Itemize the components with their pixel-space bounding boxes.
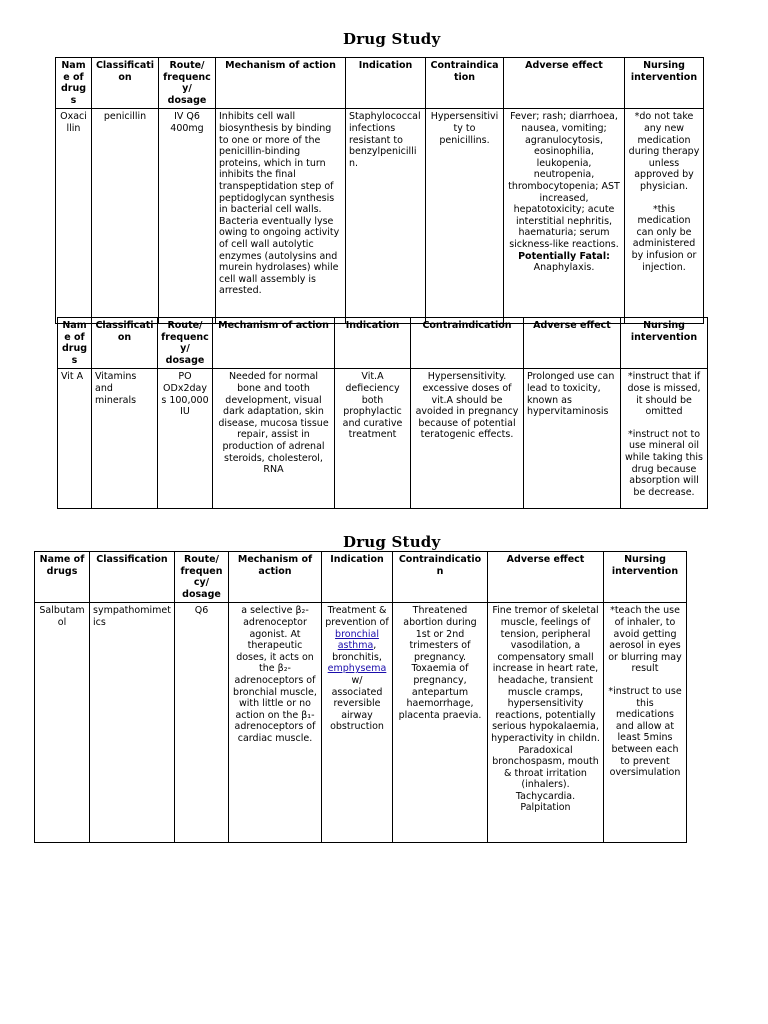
drug-adverse-effect: Fine tremor of skeletal muscle, feelings of tension, peripheral vasodilation, a compensatory small increase in heart rate, headache, transient muscle cramps, hypersensitivity reactions, potentially serious hypokalaemia, hyperactivity in childn. Paradoxical bronchospasm, mouth & throat irritation (inhalers). Tachycardia. Palpitation <box>488 603 604 843</box>
nursing-note-2: *instruct to use this medications and allow at least 5mins between each to prevent oversimulation <box>608 685 682 779</box>
header-indication: Indication <box>322 552 393 603</box>
indication-text-post: w/ associated reversible airway obstruction <box>330 674 384 733</box>
header-adverse-effect: Adverse effect <box>504 58 625 109</box>
header-mechanism: Mechanism of action <box>213 318 335 369</box>
drug-route: IV Q6 400mg <box>159 109 216 324</box>
header-mechanism: Mechanism of action <box>216 58 346 109</box>
header-route: Route/ frequency/ dosage <box>158 318 213 369</box>
bronchial-asthma-link[interactable]: bronchial asthma <box>335 628 379 652</box>
nursing-note-1: *instruct that if dose is missed, it should be omitted <box>627 371 701 418</box>
drug-route: PO ODx2days 100,000 IU <box>158 369 213 509</box>
drug-indication: Staphylococcal infections resistant to benzylpenicillin. <box>346 109 426 324</box>
drug-name: Vit A <box>58 369 92 509</box>
table-row <box>58 369 708 509</box>
drug-indication <box>322 603 393 843</box>
potentially-fatal-text: Anaphylaxis. <box>533 262 595 274</box>
header-contraindication: Contraindication <box>426 58 504 109</box>
header-contraindication: Contraindication <box>411 318 524 369</box>
drug-study-title: Drug Study <box>343 533 441 551</box>
drug-mechanism: a selective β₂-adrenoceptor agonist. At therapeutic doses, it acts on the β₂-adrenoceptors of bronchial muscle, with little or no action on the β₁-adrenoceptors of cardiac muscle. <box>229 603 322 843</box>
header-nursing-intervention: Nursing intervention <box>625 58 704 109</box>
header-classification: Classification <box>92 58 159 109</box>
table-row <box>35 603 687 843</box>
header-indication: Indication <box>346 58 426 109</box>
drug-contraindication: Hypersensitivity. excessive doses of vit.A should be avoided in pregnancy because of potential teratogenic effects. <box>411 369 524 509</box>
header-route: Route/ frequency/ dosage <box>159 58 216 109</box>
header-classification: Classification <box>92 318 158 369</box>
header-contraindication: Contraindication <box>393 552 488 603</box>
header-name: Name of drugs <box>58 318 92 369</box>
drug-contraindication: Threatened abortion during 1st or 2nd trimesters of pregnancy. Toxaemia of pregnancy, antepartum haemorrhage, placenta praevia. <box>393 603 488 843</box>
indication-text-mid: , bronchitis, <box>332 640 382 663</box>
drug-nursing-intervention <box>621 369 708 509</box>
drug-contraindication: Hypersensitivity to penicillins. <box>426 109 504 324</box>
header-mechanism: Mechanism of action <box>229 552 322 603</box>
drug-classification: Vitamins and minerals <box>92 369 158 509</box>
nursing-note-2: *instruct not to use mineral oil while taking this drug because absorption will be decrease. <box>624 428 704 498</box>
header-nursing-intervention: Nursing intervention <box>621 318 708 369</box>
drug-adverse-effect <box>504 109 625 324</box>
drug-nursing-intervention <box>625 109 704 324</box>
header-classification: Classification <box>90 552 175 603</box>
nursing-note-1: *do not take any new medication during therapy unless approved by physician. <box>628 111 700 192</box>
header-route: Route/ frequency/ dosage <box>175 552 229 603</box>
drug-name: Oxacillin <box>56 109 92 324</box>
drug-indication: Vit.A defieciency both prophylactic and curative treatment <box>335 369 411 509</box>
drug-mechanism: Needed for normal bone and tooth development, visual dark adaptation, skin disease, mucosa tissue repair, assist in production of adrenal steroids, cholesterol, RNA <box>213 369 335 509</box>
header-adverse-effect: Adverse effect <box>488 552 604 603</box>
drug-name: Salbutamol <box>35 603 90 843</box>
indication-text-pre: Treatment & prevention of <box>325 605 389 628</box>
drug-classification: penicillin <box>92 109 159 324</box>
nursing-note-2: *this medication can only be administered by infusion or injection. <box>631 203 697 273</box>
potentially-fatal-label: Potentially Fatal: <box>518 250 610 262</box>
adverse-effect-text: Fever; rash; diarrhoea, nausea, vomiting; agranulocytosis, eosinophilia, leukopenia, neutropenia, thrombocytopenia; AST increased, hepatotoxicity; acute interstitial nephritis, haematuria; serum sickness-like reactions. <box>508 111 620 250</box>
header-nursing-intervention: Nursing intervention <box>604 552 687 603</box>
header-indication: Indication <box>335 318 411 369</box>
header-name: Name of drugs <box>56 58 92 109</box>
header-name: Name of drugs <box>35 552 90 603</box>
drug-study-table-oxacillin <box>55 57 704 324</box>
drug-nursing-intervention <box>604 603 687 843</box>
table-row <box>56 109 704 324</box>
drug-route: Q6 <box>175 603 229 843</box>
drug-classification: sympathomimetics <box>90 603 175 843</box>
header-adverse-effect: Adverse effect <box>524 318 621 369</box>
drug-mechanism: Inhibits cell wall biosynthesis by binding to one or more of the penicillin-binding proteins, which in turn inhibits the final transpeptidation step of peptidoglycan synthesis in bacterial cell walls. Bacteria eventually lyse owing to ongoing activity of cell wall autolytic enzymes (autolysins and murein hydrolases) while cell wall assembly is arrested. <box>216 109 346 324</box>
emphysema-link[interactable]: emphysema <box>327 663 387 675</box>
nursing-note-1: *teach the use of inhaler, to avoid getting aerosol in eyes or blurring may result <box>608 605 682 675</box>
drug-study-title: Drug Study <box>343 30 441 48</box>
drug-study-table-salbutamol <box>34 551 687 843</box>
drug-study-table-vit-a <box>57 317 708 509</box>
drug-adverse-effect: Prolonged use can lead to toxicity, known as hypervitaminosis <box>524 369 621 509</box>
